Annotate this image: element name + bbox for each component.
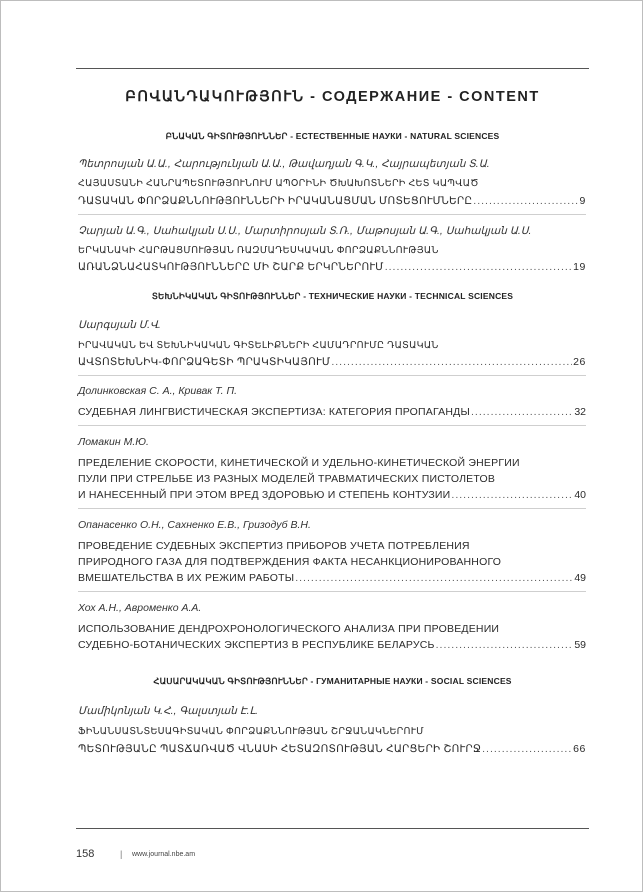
footer-url-link[interactable]: www.journal.nbe.am — [132, 851, 196, 858]
entry-separator — [78, 214, 586, 215]
toc-entry-row[interactable] — [78, 261, 586, 273]
toc-entry-row[interactable] — [78, 195, 586, 207]
entry-title-line: ԵՐԿԱՆԱԿԻ ՀԱՐԹԱՑՄՈՒԹՅԱՆ ՌԱԶՄԱԴԵՍԿԱԿԱՆ ՓՈՐՁԱՔՆՆՈՒԹՅԱՆ — [78, 245, 439, 256]
top-rule — [76, 68, 589, 69]
dot-leader — [385, 261, 572, 273]
entry-authors: Хох А.Н., Авроменко А.А. — [78, 602, 202, 614]
entry-title-line: ՀԱՅԱՍՏԱՆԻ ՀԱՆՐԱՊԵՏՈՒԹՅՈՒՆՈՒՄ ԱՊՕՐԻՆԻ ԾԽԱԽՈՏՆԵՐԻ ՀԵՏ ԿԱՊՎԱԾ — [78, 178, 479, 189]
toc-entry-row[interactable] — [78, 639, 586, 651]
entry-separator — [78, 508, 586, 509]
entry-page-number: 26 — [573, 356, 586, 368]
toc-entry-row[interactable] — [78, 743, 586, 755]
entry-authors: Опанасенко О.Н., Сахненко Е.В., Гризодуб В.Н. — [78, 519, 311, 531]
section-heading-social: ՀԱՍԱՐԱԿԱԿԱՆ ԳԻՏՈՒԹՅՈՒՆՆԵՐ - ГУМАНИТАРНЫЕ НАУКИ - SOCIAL SCIENCES — [153, 676, 512, 686]
entry-title-line: ПРОВЕДЕНИЕ СУДЕБНЫХ ЭКСПЕРТИЗ ПРИБОРОВ УЧЕТА ПОТРЕБЛЕНИЯ — [78, 540, 470, 552]
entry-title-line: ԴԱՏԱԿԱՆ ՓՈՐՁԱՔՆՆՈՒԹՅՈՒՆՆԵՐԻ ԻՐԱԿԱՆԱՑՄԱՆ ՄՈՏԵՑՈՒՄՆԵՐԸ — [78, 195, 473, 207]
entry-title-line: ԱՎՏՈՏԵԽՆԻԿ-ՓՈՐՁԱԳԵՏԻ ՊՐԱԿՏԻԿԱՅՈՒՄ — [78, 356, 331, 368]
entry-page-number: 19 — [573, 261, 586, 273]
dot-leader — [471, 406, 573, 418]
entry-authors: Չարյան Ա.Գ., Սահակյան Ս.Ս., Մարտիրոսյան Տ.Ռ., Մաթոսյան Ա.Գ., Սահակյան Ա.Ս. — [78, 225, 532, 237]
dot-leader — [436, 639, 574, 651]
footer-page-number: 158 — [76, 848, 95, 860]
entry-title-line: ԱՌԱՆՁՆԱՀԱՏԿՈՒԹՅՈՒՆՆԵՐԸ ՄԻ ՇԱՐՔ ԵՐԿՐՆԵՐՈՒՄ — [78, 261, 384, 273]
entry-separator — [78, 591, 586, 592]
footer-divider: | — [120, 849, 123, 859]
entry-page-number: 66 — [573, 743, 586, 755]
section-heading-natural: ԲՆԱԿԱՆ ԳԻՏՈՒԹՅՈՒՆՆԵՐ - ЕСТЕСТВЕННЫЕ НАУКИ - NATURAL SCIENCES — [165, 131, 500, 141]
entry-authors: Սարգսյան Մ.Վ. — [78, 319, 161, 331]
entry-authors: Պետրոսյան Ա.Ա., Հարությունյան Ա.Ա., Թավադյան Գ.Կ., Հայրապետյան Տ.Ա. — [78, 158, 490, 170]
entry-page-number: 40 — [574, 489, 586, 501]
toc-entry-row[interactable] — [78, 572, 586, 584]
entry-authors: Долинковская С. А., Кривак Т. П. — [78, 385, 238, 397]
entry-title-line: ԻՐԱՎԱԿԱՆ ԵՎ ՏԵԽՆԻԿԱԿԱՆ ԳԻՏԵԼԻՔՆԵՐԻ ՀԱՄԱԴՐՈՒՄԸ ԴԱՏԱԿԱՆ — [78, 340, 439, 351]
dot-leader — [295, 572, 573, 584]
entry-title-line: СУДЕБНАЯ ЛИНГВИСТИЧЕСКАЯ ЭКСПЕРТИЗА: КАТЕГОРИЯ ПРОПАГАНДЫ — [78, 406, 470, 418]
entry-authors: Ломакин М.Ю. — [78, 436, 149, 448]
toc-entry-row[interactable] — [78, 489, 586, 501]
entry-title-line: СУДЕБНО-БОТАНИЧЕСКИХ ЭКСПЕРТИЗ В РЕСПУБЛИКЕ БЕЛАРУСЬ — [78, 639, 435, 651]
section-heading-technical: ՏԵԽՆԻԿԱԿԱՆ ԳԻՏՈՒԹՅՈՒՆՆԵՐ - ТЕХНИЧЕСКИЕ НАУКИ - TECHNICAL SCIENCES — [151, 291, 514, 301]
page-title: ԲՈՎԱՆԴԱԿՈՒԹՅՈՒՆ - СОДЕРЖАНИЕ - CONTENT — [125, 89, 540, 105]
entry-page-number: 59 — [574, 639, 586, 651]
entry-title-line: ПУЛИ ПРИ СТРЕЛЬБЕ ИЗ РАЗНЫХ МОДЕЛЕЙ ТРАВМАТИЧЕСКИХ ПИСТОЛЕТОВ — [78, 473, 496, 485]
dot-leader — [451, 489, 573, 501]
dot-leader — [473, 195, 578, 207]
entry-title-line: ВМЕШАТЕЛЬСТВА В ИХ РЕЖИМ РАБОТЫ — [78, 572, 295, 584]
entry-page-number: 9 — [579, 195, 586, 207]
bottom-rule — [76, 828, 589, 829]
dot-leader — [331, 356, 572, 368]
entry-title-line: ПРЕДЕЛЕНИЕ СКОРОСТИ, КИНЕТИЧЕСКОЙ И УДЕЛЬНО-КИНЕТИЧЕСКОЙ ЭНЕРГИИ — [78, 457, 520, 469]
entry-title-line: ПРИРОДНОГО ГАЗА ДЛЯ ПОДТВЕРЖДЕНИЯ ФАКТА НЕСАНКЦИОНИРОВАННОГО — [78, 556, 502, 568]
entry-title-line: ՖԻՆԱՆՍԱՏՆՏԵՍԱԳԻՏԱԿԱՆ ՓՈՐՁԱՔՆՆՈՒԹՅԱՆ ՇՐՋԱՆԱԿՆԵՐՈՒՄ — [78, 726, 424, 737]
entry-page-number: 49 — [574, 572, 586, 584]
dot-leader — [482, 743, 572, 755]
toc-entry-row[interactable] — [78, 356, 586, 368]
entry-page-number: 32 — [574, 406, 586, 418]
entry-authors: Մամիկոնյան Կ.Հ., Գալստյան Է.Լ. — [78, 705, 259, 717]
entry-separator — [78, 425, 586, 426]
entry-title-line: ՊԵՏՈՒԹՅԱՆԸ ՊԱՏՃԱՌՎԱԾ ՎՆԱՍԻ ՀԵՏԱԶՈՏՈՒԹՅԱՆ ՀԱՐՑԵՐԻ ՇՈՒՐՋ — [78, 743, 482, 755]
entry-separator — [78, 375, 586, 376]
toc-entry-row[interactable] — [78, 406, 586, 418]
entry-title-line: ИСПОЛЬЗОВАНИЕ ДЕНДРОХРОНОЛОГИЧЕСКОГО АНАЛИЗА ПРИ ПРОВЕДЕНИИ — [78, 623, 500, 635]
entry-title-line: И НАНЕСЕННЫЙ ПРИ ЭТОМ ВРЕД ЗДОРОВЬЮ И СТЕПЕНЬ КОНТУЗИИ — [78, 489, 451, 501]
